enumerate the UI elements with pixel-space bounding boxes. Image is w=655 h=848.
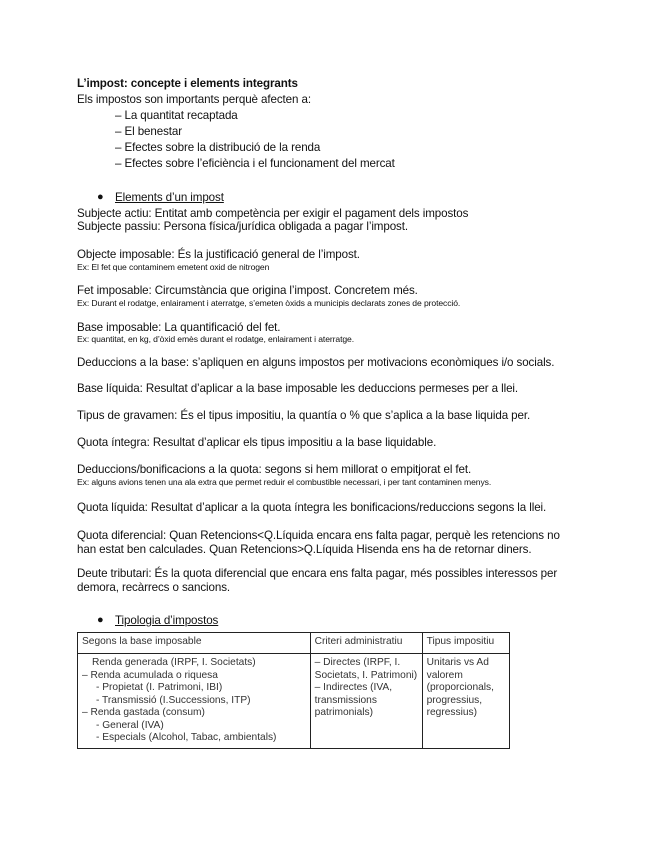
document-title: L’impost: concepte i elements integrants (77, 77, 298, 90)
table-cell-base (78, 654, 311, 749)
effect-item: – La quantitat recaptada (115, 109, 238, 122)
fet-example: Ex: Durant el rodatge, enlairament i aterratge, s’emeten òxids a municipis declarats zones de protecció. (77, 298, 461, 308)
tipus-gravamen: Tipus de gravamen: És el tipus impositiu, la quantía o % que s’aplica a la base liquida per. (77, 409, 531, 422)
tipologia-table (77, 632, 510, 749)
cell-line: Renda generada (IRPF, I. Societats) (92, 657, 256, 668)
effect-item: – Efectes sobre l’eficiència i el funcionament del mercat (115, 157, 395, 170)
subjecte-passiu: Subjecte passiu: Persona física/jurídica obligada a pagar l’impost. (77, 220, 408, 233)
table-header-cell: Criteri administratiu (310, 633, 422, 654)
table-header-cell: Tipus impositiu (422, 633, 509, 654)
cell-line: Societats, I. Patrimoni) (314, 669, 418, 681)
deute-tributari-line1: Deute tributari: És la quota diferencial que encara ens falta pagar, més possibles interessos per (77, 567, 558, 580)
cell-line: regressius) (426, 707, 477, 718)
quota-integra: Quota íntegra: Resultat d’aplicar els tipus impositiu a la base liquidable. (77, 436, 437, 449)
table-header-row (78, 633, 510, 654)
table-cell-criteri (310, 654, 422, 749)
objecte-imposable: Objecte imposable: És la justificació general de l’impost. (77, 248, 360, 261)
table-row (78, 654, 510, 749)
cell-line: – Indirectes (IVA, (314, 682, 393, 693)
cell-line: – Renda gastada (consum) (82, 707, 205, 718)
cell-line: - Propietat (I. Patrimoni, IBI) (96, 682, 223, 693)
quota-diferencial-line2: han estat ben calculades. Quan Retencions>Q.Líquida Hisenda ens ha de retornar diners. (77, 543, 532, 556)
cell-line: – Directes (IRPF, I. (314, 657, 401, 668)
fet-imposable: Fet imposable: Circumstància que origina l’impost. Concretem més. (77, 284, 418, 297)
base-imposable: Base imposable: La quantificació del fet. (77, 321, 281, 334)
bullet-icon: ● (97, 191, 104, 203)
quota-diferencial-line1: Quota diferencial: Quan Retencions<Q.Líquida encara ens falta pagar, perquè les retencions no (77, 529, 560, 542)
cell-line: patrimonials) (314, 707, 373, 718)
deduccions-base: Deduccions a la base: s’apliquen en alguns impostos per motivacions econòmiques i/o socials. (77, 356, 555, 369)
objecte-example: Ex: El fet que contaminem emetent oxid de nitrogen (77, 262, 270, 272)
subjecte-actiu: Subjecte actiu: Entitat amb competència per exigir el pagament dels impostos (77, 207, 469, 220)
bonificacions-example: Ex: alguns avions tenen una ala extra que permet reduir el combustible necessari, i per tant contaminen menys. (77, 477, 492, 487)
table-header-cell: Segons la base imposable (78, 633, 311, 654)
effect-item: – Efectes sobre la distribució de la renda (115, 141, 321, 154)
cell-line: - Transmissió (I.Successions, ITP) (96, 694, 251, 706)
cell-line: - General (IVA) (96, 719, 164, 731)
base-example: Ex: quantitat, en kg, d’òxid emès durant el rodatge, enlairament i aterratge. (77, 334, 355, 344)
quota-liquida: Quota líquida: Resultat d’aplicar a la quota íntegra les bonificacions/reduccions segons la llei. (77, 501, 547, 514)
intro-text: Els impostos son importants perquè afecten a: (77, 93, 311, 106)
table-cell-tipus (422, 654, 509, 749)
deute-tributari-line2: demora, recàrrecs o sancions. (77, 581, 231, 594)
bonificacions: Deduccions/bonificacions a la quota: segons si hem millorat o empitjorat el fet. (77, 463, 472, 476)
section-heading-elements: Elements d’un impost (115, 191, 224, 204)
cell-line: - Especials (Alcohol, Tabac, ambientals) (96, 732, 277, 743)
cell-line: valorem (426, 669, 463, 681)
base-liquida: Base líquida: Resultat d’aplicar a la base imposable les deduccions permeses per a llei. (77, 382, 519, 395)
section-heading-tipologia: Tipologia d’impostos (115, 614, 219, 627)
cell-line: progressius, (426, 694, 483, 706)
cell-line: Unitaris vs Ad (426, 657, 489, 668)
bullet-icon: ● (97, 614, 104, 626)
cell-line: (proporcionals, (426, 682, 494, 693)
effect-item: – El benestar (115, 125, 183, 138)
cell-line: transmissions (314, 694, 377, 706)
cell-line: – Renda acumulada o riquesa (82, 669, 218, 681)
